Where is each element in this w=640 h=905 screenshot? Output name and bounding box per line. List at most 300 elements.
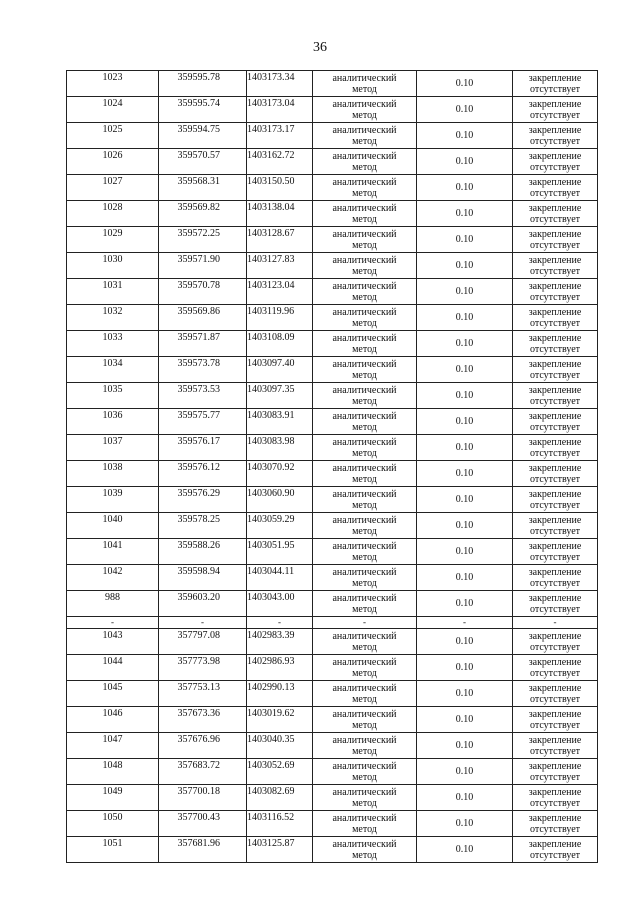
status-cell-line-2: отсутствует	[529, 719, 581, 731]
coordinate-x: 359576.17	[159, 435, 247, 461]
point-number: 1029	[67, 227, 159, 253]
status-cell	[513, 513, 598, 539]
coordinate-y: 1403127.83	[247, 253, 313, 279]
coordinate-y: 1403051.95	[247, 539, 313, 565]
coordinate-x: 359571.87	[159, 331, 247, 357]
method-cell	[313, 629, 417, 655]
table-row	[67, 123, 598, 149]
error-value: 0.10	[417, 837, 513, 863]
coordinate-y: 1403040.35	[247, 733, 313, 759]
point-number: 1049	[67, 785, 159, 811]
coordinate-y: 1402983.39	[247, 629, 313, 655]
method-cell	[313, 305, 417, 331]
coordinate-x: 359598.94	[159, 565, 247, 591]
coordinate-x: 359578.25	[159, 513, 247, 539]
error-value: 0.10	[417, 513, 513, 539]
point-number: 1039	[67, 487, 159, 513]
method-cell	[313, 409, 417, 435]
point-number: 1032	[67, 305, 159, 331]
status-cell	[513, 175, 598, 201]
coordinates-table-body	[67, 71, 598, 863]
method-cell-line-2: метод	[352, 525, 377, 537]
status-cell	[513, 149, 598, 175]
method-cell-line-2: метод	[352, 693, 377, 705]
method-cell	[313, 227, 417, 253]
separator-dash: -	[247, 617, 313, 629]
error-value: 0.10	[417, 435, 513, 461]
separator-dash: -	[417, 617, 513, 629]
status-cell	[513, 305, 598, 331]
status-cell-line-1: закрепление	[528, 436, 582, 448]
status-cell-line-2: отсутствует	[529, 239, 581, 251]
status-cell	[513, 837, 598, 863]
status-cell	[513, 629, 598, 655]
status-cell-line-1: закрепление	[528, 124, 582, 136]
error-value: 0.10	[417, 487, 513, 513]
coordinate-y: 1403059.29	[247, 513, 313, 539]
status-cell	[513, 71, 598, 97]
method-cell	[313, 759, 417, 785]
point-number: 1048	[67, 759, 159, 785]
method-cell-line-2: метод	[352, 551, 377, 563]
table-row	[67, 201, 598, 227]
table-row	[67, 279, 598, 305]
method-cell	[313, 707, 417, 733]
status-cell	[513, 591, 598, 617]
method-cell-line-1: аналитический	[332, 410, 397, 422]
table-row	[67, 681, 598, 707]
status-cell-line-2: отсутствует	[529, 395, 581, 407]
method-cell	[313, 175, 417, 201]
coordinate-y: 1403123.04	[247, 279, 313, 305]
method-cell-line-2: метод	[352, 291, 377, 303]
coordinates-table	[66, 70, 598, 863]
coordinate-x: 359595.74	[159, 97, 247, 123]
method-cell	[313, 461, 417, 487]
coordinate-y: 1403083.91	[247, 409, 313, 435]
status-cell-line-1: закрепление	[528, 254, 582, 266]
table-row	[67, 253, 598, 279]
method-cell	[313, 565, 417, 591]
point-number: 1023	[67, 71, 159, 97]
coordinate-y: 1403128.67	[247, 227, 313, 253]
point-number: 1043	[67, 629, 159, 655]
method-cell-line-1: аналитический	[332, 760, 397, 772]
page-number: 36	[313, 40, 327, 55]
coordinate-x: 359571.90	[159, 253, 247, 279]
status-cell-line-1: закрепление	[528, 384, 582, 396]
status-cell-line-2: отсутствует	[529, 369, 581, 381]
status-cell-line-1: закрепление	[528, 656, 582, 668]
method-cell-line-1: аналитический	[332, 150, 397, 162]
coordinate-y: 1402990.13	[247, 681, 313, 707]
method-cell	[313, 513, 417, 539]
coordinate-x: 359570.78	[159, 279, 247, 305]
coordinate-x: 357753.13	[159, 681, 247, 707]
status-cell-line-1: закрепление	[528, 592, 582, 604]
status-cell-line-2: отсутствует	[529, 693, 581, 705]
method-cell-line-2: метод	[352, 797, 377, 809]
method-cell-line-1: аналитический	[332, 384, 397, 396]
coordinate-x: 357673.36	[159, 707, 247, 733]
status-cell-line-1: закрепление	[528, 228, 582, 240]
status-cell-line-2: отсутствует	[529, 213, 581, 225]
status-cell-line-2: отсутствует	[529, 641, 581, 653]
point-number: 1042	[67, 565, 159, 591]
status-cell-line-2: отсутствует	[529, 667, 581, 679]
point-number: 1035	[67, 383, 159, 409]
table-row	[67, 513, 598, 539]
coordinate-y: 1402986.93	[247, 655, 313, 681]
status-cell-line-1: закрепление	[528, 566, 582, 578]
error-value: 0.10	[417, 629, 513, 655]
method-cell-line-2: метод	[352, 109, 377, 121]
status-cell-line-2: отсутствует	[529, 291, 581, 303]
method-cell-line-2: метод	[352, 343, 377, 355]
method-cell-line-1: аналитический	[332, 786, 397, 798]
coordinate-y: 1403162.72	[247, 149, 313, 175]
method-cell-line-1: аналитический	[332, 358, 397, 370]
method-cell-line-2: метод	[352, 849, 377, 861]
method-cell-line-1: аналитический	[332, 280, 397, 292]
coordinate-y: 1403125.87	[247, 837, 313, 863]
method-cell	[313, 487, 417, 513]
table-row	[67, 435, 598, 461]
method-cell-line-2: метод	[352, 771, 377, 783]
method-cell-line-2: метод	[352, 667, 377, 679]
coordinate-y: 1403052.69	[247, 759, 313, 785]
table-row	[67, 565, 598, 591]
method-cell	[313, 71, 417, 97]
table-row	[67, 149, 598, 175]
method-cell-line-2: метод	[352, 823, 377, 835]
method-cell	[313, 655, 417, 681]
method-cell-line-2: метод	[352, 745, 377, 757]
error-value: 0.10	[417, 253, 513, 279]
coordinate-x: 359576.12	[159, 461, 247, 487]
method-cell-line-1: аналитический	[332, 254, 397, 266]
status-cell	[513, 435, 598, 461]
point-number: 1041	[67, 539, 159, 565]
coordinate-y: 1403082.69	[247, 785, 313, 811]
method-cell	[313, 435, 417, 461]
point-number: 988	[67, 591, 159, 617]
point-number: 1026	[67, 149, 159, 175]
status-cell	[513, 461, 598, 487]
coordinate-y: 1403173.04	[247, 97, 313, 123]
point-number: 1033	[67, 331, 159, 357]
table-row	[67, 759, 598, 785]
coordinate-y: 1403070.92	[247, 461, 313, 487]
status-cell-line-2: отсутствует	[529, 771, 581, 783]
error-value: 0.10	[417, 305, 513, 331]
method-cell-line-1: аналитический	[332, 838, 397, 850]
method-cell	[313, 357, 417, 383]
status-cell	[513, 733, 598, 759]
error-value: 0.10	[417, 681, 513, 707]
coordinate-x: 359569.86	[159, 305, 247, 331]
coordinate-x: 357683.72	[159, 759, 247, 785]
error-value: 0.10	[417, 97, 513, 123]
error-value: 0.10	[417, 565, 513, 591]
method-cell	[313, 149, 417, 175]
status-cell-line-1: закрепление	[528, 488, 582, 500]
status-cell	[513, 279, 598, 305]
point-number: 1047	[67, 733, 159, 759]
method-cell-line-1: аналитический	[332, 514, 397, 526]
table-row	[67, 539, 598, 565]
coordinate-x: 359575.77	[159, 409, 247, 435]
status-cell-line-2: отсутствует	[529, 187, 581, 199]
status-cell-line-1: закрепление	[528, 682, 582, 694]
coordinate-x: 357676.96	[159, 733, 247, 759]
status-cell-line-1: закрепление	[528, 734, 582, 746]
status-cell-line-2: отсутствует	[529, 797, 581, 809]
status-cell	[513, 409, 598, 435]
separator-dash: -	[67, 617, 159, 629]
status-cell-line-1: закрепление	[528, 514, 582, 526]
table-row	[67, 811, 598, 837]
method-cell-line-1: аналитический	[332, 488, 397, 500]
status-cell-line-2: отсутствует	[529, 577, 581, 589]
status-cell	[513, 253, 598, 279]
table-row	[67, 97, 598, 123]
error-value: 0.10	[417, 175, 513, 201]
table-row	[67, 305, 598, 331]
method-cell	[313, 331, 417, 357]
coordinate-x: 359573.53	[159, 383, 247, 409]
table-row	[67, 71, 598, 97]
status-cell-line-1: закрепление	[528, 72, 582, 84]
status-cell-line-1: закрепление	[528, 838, 582, 850]
coordinate-y: 1403097.35	[247, 383, 313, 409]
coordinate-y: 1403138.04	[247, 201, 313, 227]
method-cell-line-2: метод	[352, 239, 377, 251]
coordinate-y: 1403119.96	[247, 305, 313, 331]
method-cell-line-2: метод	[352, 473, 377, 485]
status-cell-line-1: закрепление	[528, 462, 582, 474]
table-row	[67, 357, 598, 383]
method-cell-line-2: метод	[352, 187, 377, 199]
error-value: 0.10	[417, 383, 513, 409]
error-value: 0.10	[417, 201, 513, 227]
method-cell	[313, 97, 417, 123]
status-cell-line-2: отсутствует	[529, 135, 581, 147]
method-cell-line-2: метод	[352, 317, 377, 329]
method-cell-line-1: аналитический	[332, 462, 397, 474]
status-cell-line-1: закрепление	[528, 630, 582, 642]
method-cell-line-2: метод	[352, 213, 377, 225]
status-cell	[513, 759, 598, 785]
coordinate-y: 1403019.62	[247, 707, 313, 733]
method-cell	[313, 837, 417, 863]
method-cell-line-1: аналитический	[332, 306, 397, 318]
coordinate-x: 359572.25	[159, 227, 247, 253]
error-value: 0.10	[417, 123, 513, 149]
status-cell	[513, 539, 598, 565]
point-number: 1044	[67, 655, 159, 681]
coordinate-x: 357700.18	[159, 785, 247, 811]
status-cell-line-2: отсутствует	[529, 109, 581, 121]
table-row	[67, 227, 598, 253]
error-value: 0.10	[417, 279, 513, 305]
error-value: 0.10	[417, 357, 513, 383]
method-cell-line-2: метод	[352, 447, 377, 459]
table-row	[67, 707, 598, 733]
status-cell	[513, 681, 598, 707]
status-cell-line-1: закрепление	[528, 786, 582, 798]
method-cell-line-2: метод	[352, 577, 377, 589]
status-cell	[513, 565, 598, 591]
status-cell-line-1: закрепление	[528, 358, 582, 370]
status-cell-line-1: закрепление	[528, 812, 582, 824]
point-number: 1045	[67, 681, 159, 707]
method-cell-line-2: метод	[352, 161, 377, 173]
error-value: 0.10	[417, 785, 513, 811]
coordinate-x: 357700.43	[159, 811, 247, 837]
status-cell-line-1: закрепление	[528, 760, 582, 772]
method-cell	[313, 201, 417, 227]
point-number: 1046	[67, 707, 159, 733]
status-cell-line-2: отсутствует	[529, 823, 581, 835]
method-cell-line-2: метод	[352, 421, 377, 433]
method-cell	[313, 681, 417, 707]
method-cell-line-1: аналитический	[332, 72, 397, 84]
table-row	[67, 383, 598, 409]
status-cell	[513, 331, 598, 357]
status-cell-line-2: отсутствует	[529, 83, 581, 95]
method-cell	[313, 785, 417, 811]
coordinate-x: 359568.31	[159, 175, 247, 201]
table-row	[67, 785, 598, 811]
status-cell-line-1: закрепление	[528, 202, 582, 214]
point-number: 1051	[67, 837, 159, 863]
method-cell	[313, 591, 417, 617]
status-cell	[513, 785, 598, 811]
point-number: 1031	[67, 279, 159, 305]
error-value: 0.10	[417, 733, 513, 759]
coordinate-x: 359576.29	[159, 487, 247, 513]
coordinate-y: 1403043.00	[247, 591, 313, 617]
coordinate-x: 359570.57	[159, 149, 247, 175]
coordinate-y: 1403150.50	[247, 175, 313, 201]
status-cell-line-1: закрепление	[528, 176, 582, 188]
method-cell	[313, 383, 417, 409]
method-cell-line-2: метод	[352, 499, 377, 511]
point-number: 1037	[67, 435, 159, 461]
coordinate-x: 359573.78	[159, 357, 247, 383]
coordinate-y: 1403060.90	[247, 487, 313, 513]
coordinate-y: 1403173.17	[247, 123, 313, 149]
status-cell-line-1: закрепление	[528, 540, 582, 552]
error-value: 0.10	[417, 331, 513, 357]
status-cell	[513, 357, 598, 383]
table-row	[67, 409, 598, 435]
point-number: 1036	[67, 409, 159, 435]
coordinate-x: 359594.75	[159, 123, 247, 149]
method-cell	[313, 123, 417, 149]
status-cell-line-2: отсутствует	[529, 849, 581, 861]
error-value: 0.10	[417, 707, 513, 733]
point-number: 1028	[67, 201, 159, 227]
method-cell-line-1: аналитический	[332, 656, 397, 668]
point-number: 1050	[67, 811, 159, 837]
coordinate-y: 1403097.40	[247, 357, 313, 383]
error-value: 0.10	[417, 227, 513, 253]
method-cell-line-1: аналитический	[332, 332, 397, 344]
table-row	[67, 591, 598, 617]
method-cell-line-1: аналитический	[332, 630, 397, 642]
error-value: 0.10	[417, 461, 513, 487]
table-row	[67, 629, 598, 655]
method-cell-line-1: аналитический	[332, 202, 397, 214]
method-cell-line-1: аналитический	[332, 124, 397, 136]
method-cell	[313, 733, 417, 759]
method-cell-line-2: метод	[352, 395, 377, 407]
error-value: 0.10	[417, 539, 513, 565]
table-row	[67, 461, 598, 487]
method-cell-line-2: метод	[352, 603, 377, 615]
coordinate-x: 359603.20	[159, 591, 247, 617]
status-cell-line-2: отсутствует	[529, 499, 581, 511]
status-cell-line-2: отсутствует	[529, 473, 581, 485]
method-cell	[313, 279, 417, 305]
coordinate-x: 357681.96	[159, 837, 247, 863]
method-cell-line-1: аналитический	[332, 734, 397, 746]
method-cell-line-1: аналитический	[332, 812, 397, 824]
error-value: 0.10	[417, 409, 513, 435]
method-cell-line-2: метод	[352, 369, 377, 381]
coordinate-x: 359595.78	[159, 71, 247, 97]
separator-dash: -	[159, 617, 247, 629]
coordinate-x: 357797.08	[159, 629, 247, 655]
status-cell	[513, 123, 598, 149]
status-cell	[513, 97, 598, 123]
point-number: 1027	[67, 175, 159, 201]
point-number: 1038	[67, 461, 159, 487]
error-value: 0.10	[417, 759, 513, 785]
coordinate-y: 1403173.34	[247, 71, 313, 97]
method-cell	[313, 811, 417, 837]
separator-dash: -	[313, 617, 417, 629]
table-row	[67, 837, 598, 863]
status-cell-line-1: закрепление	[528, 708, 582, 720]
method-cell-line-1: аналитический	[332, 682, 397, 694]
point-number: 1025	[67, 123, 159, 149]
table-row	[67, 175, 598, 201]
status-cell-line-1: закрепление	[528, 98, 582, 110]
status-cell	[513, 487, 598, 513]
method-cell-line-2: метод	[352, 641, 377, 653]
status-cell-line-2: отсутствует	[529, 447, 581, 459]
status-cell-line-2: отсутствует	[529, 551, 581, 563]
coordinate-x: 357773.98	[159, 655, 247, 681]
table-row	[67, 655, 598, 681]
table-row	[67, 487, 598, 513]
table-row	[67, 733, 598, 759]
method-cell-line-2: метод	[352, 83, 377, 95]
method-cell-line-1: аналитический	[332, 566, 397, 578]
method-cell	[313, 539, 417, 565]
coordinate-y: 1403116.52	[247, 811, 313, 837]
method-cell-line-1: аналитический	[332, 176, 397, 188]
method-cell-line-2: метод	[352, 265, 377, 277]
table-row	[67, 331, 598, 357]
method-cell-line-1: аналитический	[332, 592, 397, 604]
status-cell	[513, 811, 598, 837]
method-cell-line-1: аналитический	[332, 540, 397, 552]
error-value: 0.10	[417, 591, 513, 617]
